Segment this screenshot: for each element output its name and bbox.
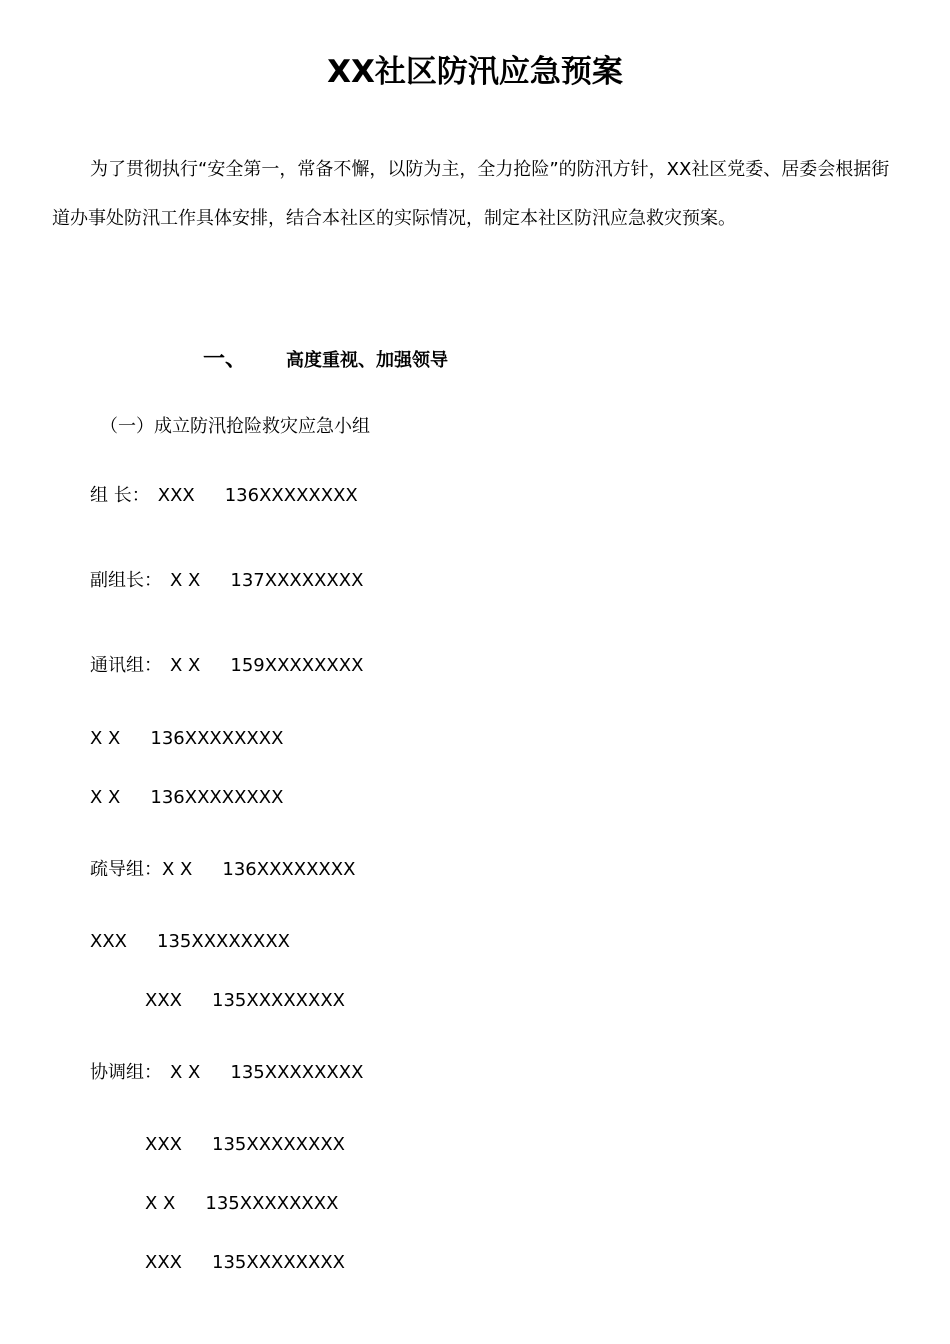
member-phone: 159XXXXXXXX <box>230 655 364 676</box>
member-phone: 135XXXXXXXX <box>212 1134 346 1155</box>
member-row <box>145 1189 338 1219</box>
section-heading <box>203 345 448 376</box>
member-row <box>90 566 363 596</box>
member-row <box>145 1130 345 1160</box>
member-role: 副组长： <box>90 570 162 591</box>
member-row <box>145 1248 345 1278</box>
document-title: XX社区防汛应急预案 <box>327 54 623 90</box>
member-role: 疏导组： <box>90 859 162 880</box>
member-name: X X <box>90 787 121 808</box>
member-phone: 135XXXXXXXX <box>212 990 346 1011</box>
member-phone: 136XXXXXXXX <box>150 728 284 749</box>
member-phone: 135XXXXXXXX <box>212 1252 346 1273</box>
member-name: X X <box>170 570 201 591</box>
intro-paragraph: 为了贯彻执行“安全第一，常备不懈，以防为主，全力抢险”的防汛方针，XX社区党委、居委会根据街道办事处防汛工作具体安排，结合本社区的实际情况，制定本社区防汛应急救灾预案。 <box>52 159 890 229</box>
member-role: 组 长： <box>90 485 150 506</box>
member-phone: 137XXXXXXXX <box>230 570 364 591</box>
member-row <box>90 855 355 885</box>
member-name: XXX <box>145 990 182 1011</box>
member-role: 协调组： <box>90 1062 162 1083</box>
member-row <box>90 481 358 511</box>
member-row <box>90 724 283 754</box>
member-phone: 135XXXXXXXX <box>205 1193 339 1214</box>
member-name: X X <box>90 728 121 749</box>
member-name: XXX <box>90 931 127 952</box>
member-phone: 136XXXXXXXX <box>224 485 358 506</box>
member-phone: 136XXXXXXXX <box>150 787 284 808</box>
member-row <box>90 651 363 681</box>
member-name: XXX <box>157 485 195 506</box>
member-phone: 135XXXXXXXX <box>157 931 291 952</box>
member-row <box>90 1058 363 1088</box>
member-row <box>90 783 283 813</box>
section-heading-text: 高度重视、加强领导 <box>286 350 448 371</box>
member-name: X X <box>145 1193 176 1214</box>
member-name: XXX <box>145 1134 182 1155</box>
member-row <box>145 986 345 1016</box>
subsection-heading: （一）成立防汛抢险救灾应急小组 <box>100 416 370 437</box>
member-name: X X <box>162 859 193 880</box>
section-number: 一、 <box>203 347 248 372</box>
member-phone: 136XXXXXXXX <box>222 859 356 880</box>
member-name: X X <box>170 655 201 676</box>
member-phone: 135XXXXXXXX <box>230 1062 364 1083</box>
member-name: X X <box>170 1062 201 1083</box>
member-role: 通讯组： <box>90 655 162 676</box>
member-row <box>90 927 290 957</box>
member-name: XXX <box>145 1252 182 1273</box>
